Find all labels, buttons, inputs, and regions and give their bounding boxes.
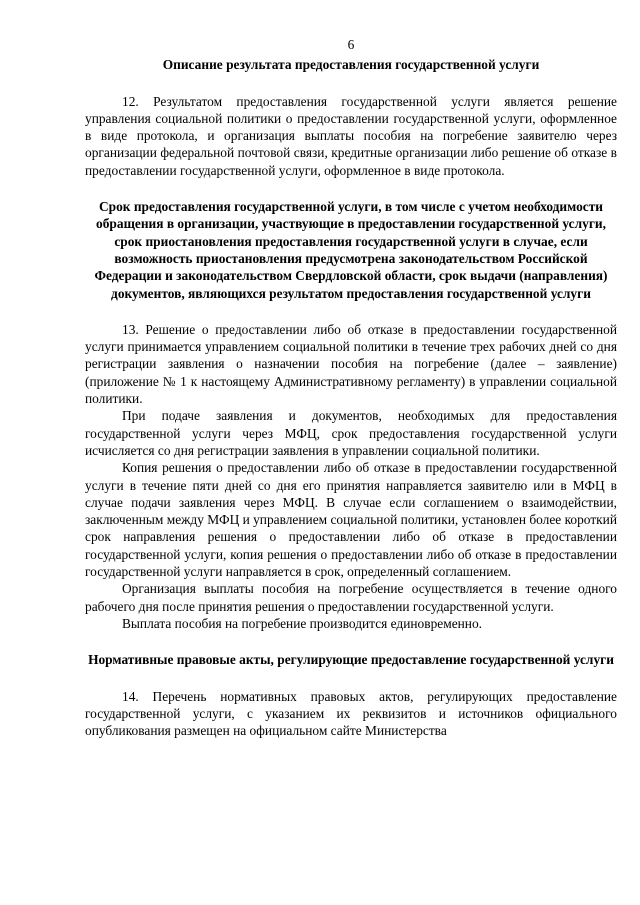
spacer bbox=[85, 302, 617, 321]
paragraph-decision-copy: Копия решения о предоставлении либо об отказе в предоставлении государственной услуги в течение пяти дней со дня его принятия направляется заявителю или в МФЦ в случае подачи заявления через МФЦ. В случае если соглашением о взаимодействии, заключенным между МФЦ и управлением социальной политики, установлен более короткий срок направления решения о предоставлении либо об отказе в предоставлении государственной услуги, копия решения о предоставлении либо об отказе в предоставлении государственной услуги направляется в срок, определенный соглашением. bbox=[85, 460, 618, 580]
document-page bbox=[85, 36, 617, 739]
paragraph-lump-sum: Выплата пособия на погребение производится единовременно. bbox=[122, 615, 483, 631]
section-heading-result: Описание результата предоставления государственной услуги bbox=[162, 57, 540, 73]
spacer bbox=[85, 179, 617, 198]
paragraph-13: 13. Решение о предоставлении либо об отказе в предоставлении государственной услуги принимается управлением социальной политики в течение трех рабочих дней со дня регистрации заявления о назначении пособия на погребение (далее – заявление) (приложение № 1 к настоящему Административному регламенту) в управлении социальной политики. bbox=[85, 321, 617, 407]
page-number: 6 bbox=[347, 37, 355, 52]
section-heading-terms: Срок предоставления государственной услуги, в том числе с учетом необходимости обращения в организации, участвующие в предоставлении государственной услуги, срок приостановления предоставления государственной услуги в случае, если возможность приостановления предусмотрена законодательством Российской Федерации и законодательством Свердловской области, срок выдачи (направления) документов, являющихся результатом предоставления государственной услуги bbox=[94, 199, 608, 301]
paragraph-12: 12. Результатом предоставления государственной услуги является решение управления социальной политики о предоставлении государственной услуги, оформленное в виде протокола, и организация выплаты пособия на погребение заявителю через организации федеральной почтовой связи, кредитные организации либо решение об отказе в предоставлении государственной услуги, оформленное в виде протокола. bbox=[85, 93, 617, 178]
spacer bbox=[85, 74, 617, 93]
spacer bbox=[85, 632, 617, 651]
paragraph-payment-organization: Организация выплаты пособия на погребение осуществляется в течение одного рабочего дня после принятия решения о предоставлении государственной услуги. bbox=[85, 581, 617, 614]
paragraph-14: 14. Перечень нормативных правовых актов, регулирующих предоставление государственной услуги, с указанием их реквизитов и источников официального опубликования размещен на официальном сайте Министерства bbox=[85, 688, 617, 739]
paragraph-mfc-filing: При подаче заявления и документов, необходимых для предоставления государственной услуги через МФЦ, срок предоставления государственной услуги исчисляется со дня регистрации заявления в управлении социальной политики. bbox=[85, 408, 617, 458]
spacer bbox=[85, 669, 617, 688]
section-heading-legal-acts: Нормативные правовые акты, регулирующие предоставление государственной услуги bbox=[88, 652, 614, 668]
